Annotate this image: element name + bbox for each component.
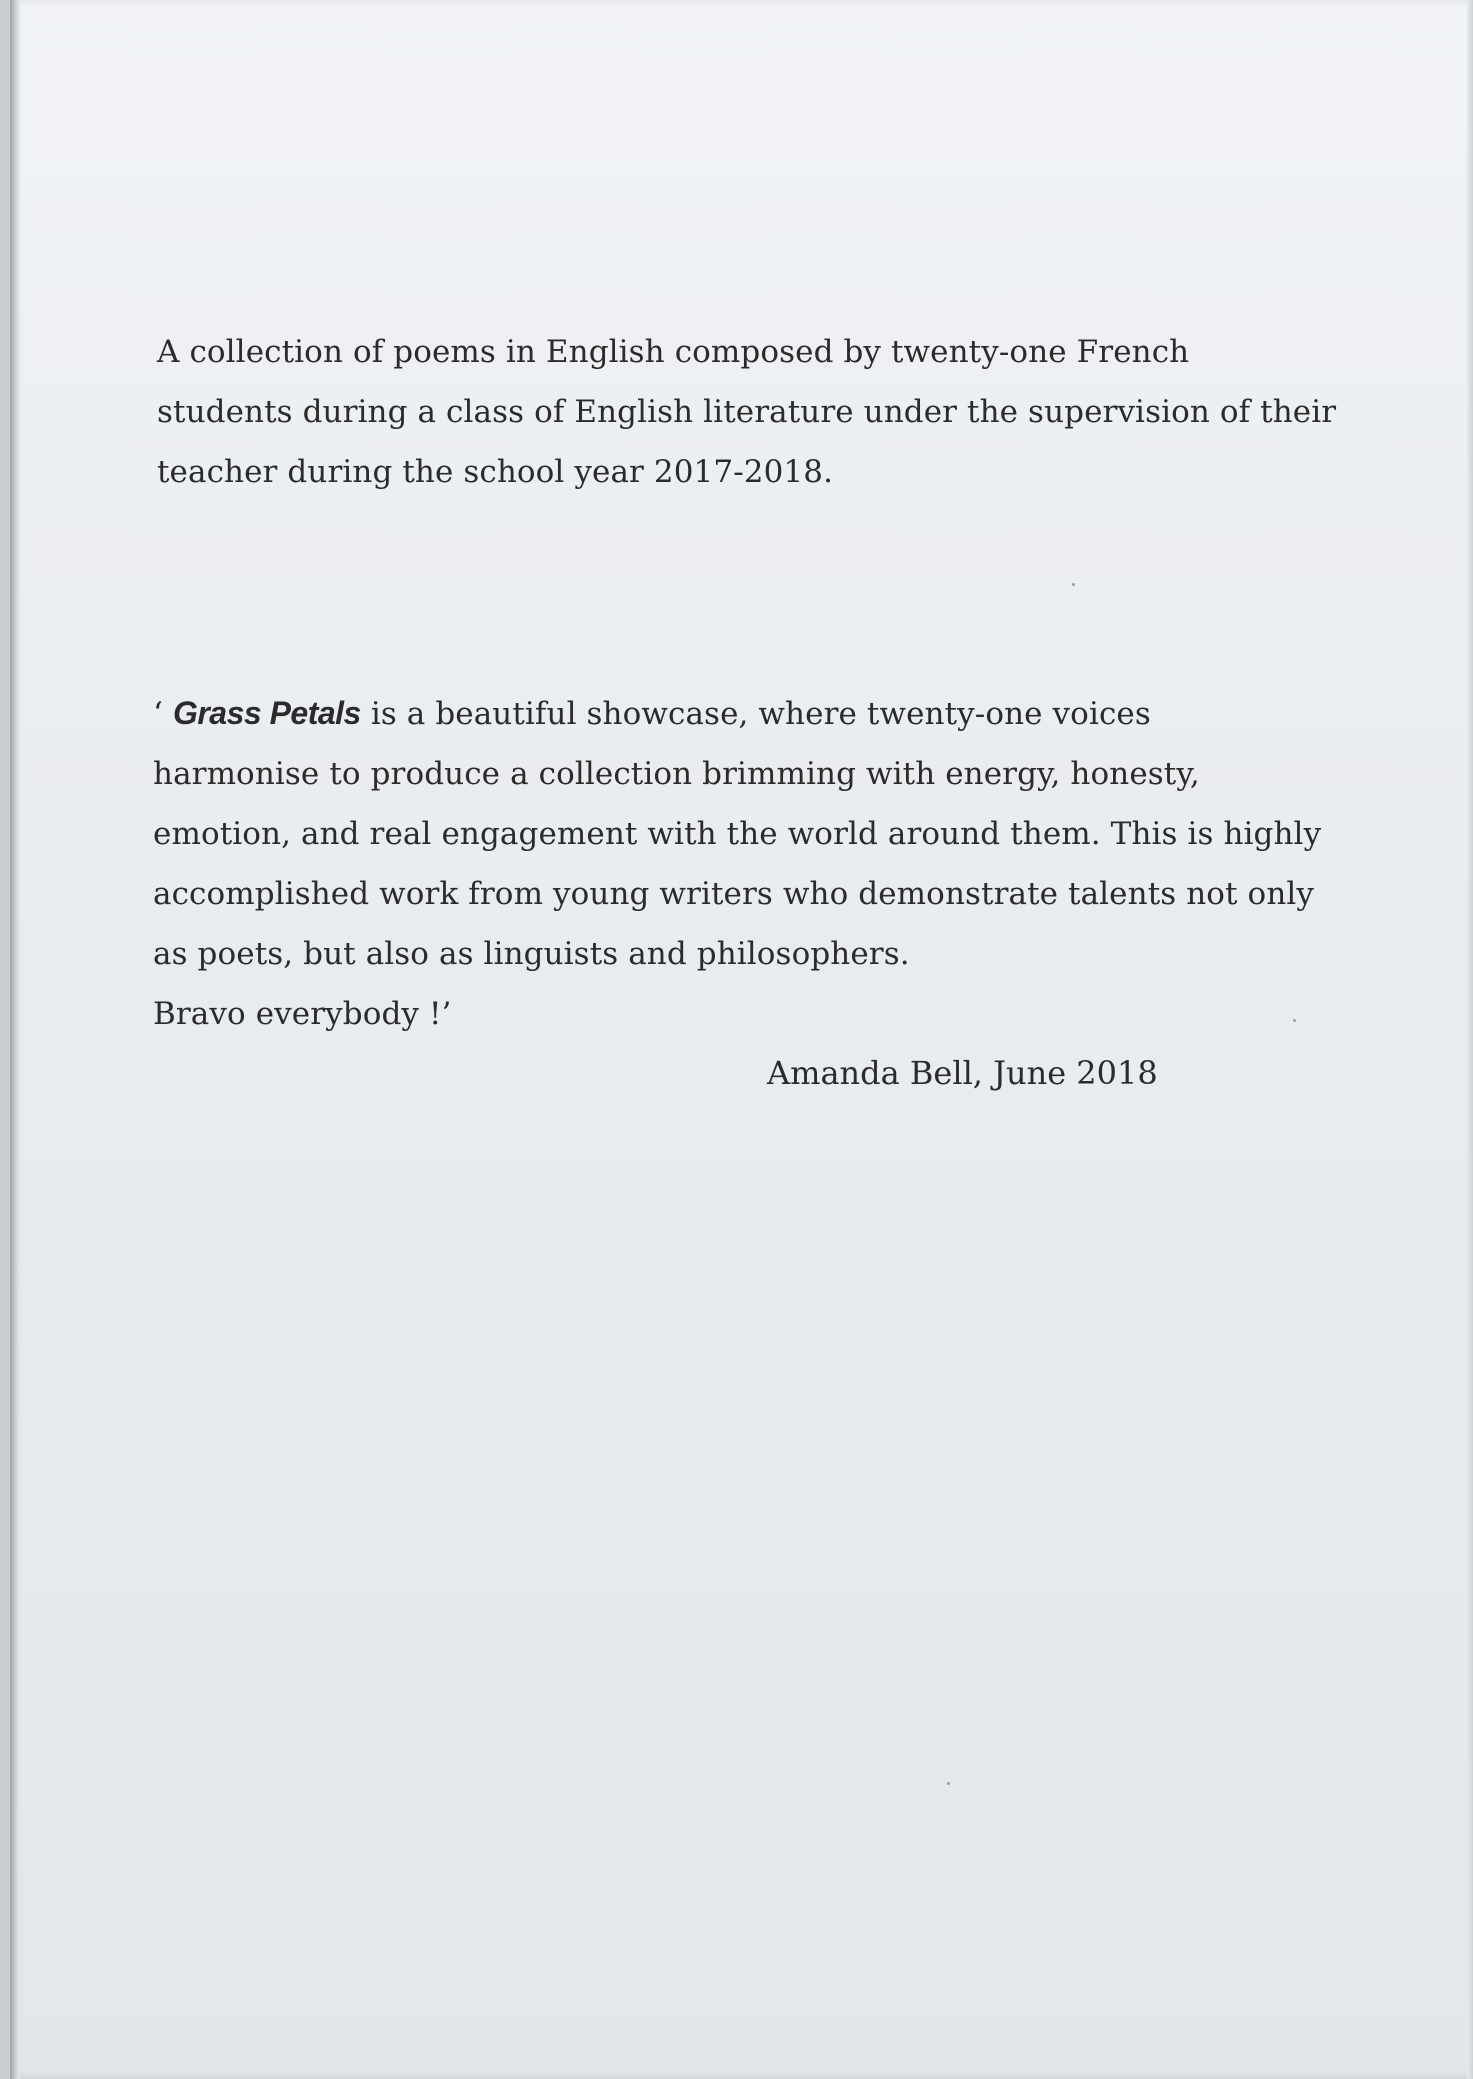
quote-line-text: is a beautiful showcase, where twenty-one voices [370, 696, 1151, 732]
paper-speck [1293, 1019, 1296, 1022]
book-title: Grass Petals [172, 695, 361, 731]
quote-line: harmonise to produce a collection brimming with energy, honesty, [153, 756, 1200, 792]
quote-line: accomplished work from young writers who demonstrate talents not only [153, 876, 1315, 912]
intro-line: A collection of poems in English composed by twenty-one French [157, 334, 1190, 370]
paper-speck [1072, 583, 1075, 586]
quote-line: as poets, but also as linguists and philosophers. [153, 936, 910, 972]
quote-line: emotion, and real engagement with the world around them. This is highly [153, 816, 1322, 852]
quote-closing-line: Bravo everybody !’ [153, 996, 452, 1032]
intro-paragraph [157, 322, 1387, 502]
open-quote-mark: ‘ [153, 696, 163, 732]
intro-line: students during a class of English literature under the supervision of their [157, 394, 1337, 430]
attribution: Amanda Bell, June 2018 [767, 1054, 1158, 1092]
spine-edge [10, 0, 20, 2079]
intro-line: teacher during the school year 2017-2018. [157, 454, 834, 490]
quote-paragraph [153, 683, 1393, 1044]
back-cover [10, 0, 1473, 2079]
page-edge [1467, 0, 1473, 2079]
paper-speck [947, 1782, 950, 1785]
quote-first-line [153, 683, 1393, 744]
